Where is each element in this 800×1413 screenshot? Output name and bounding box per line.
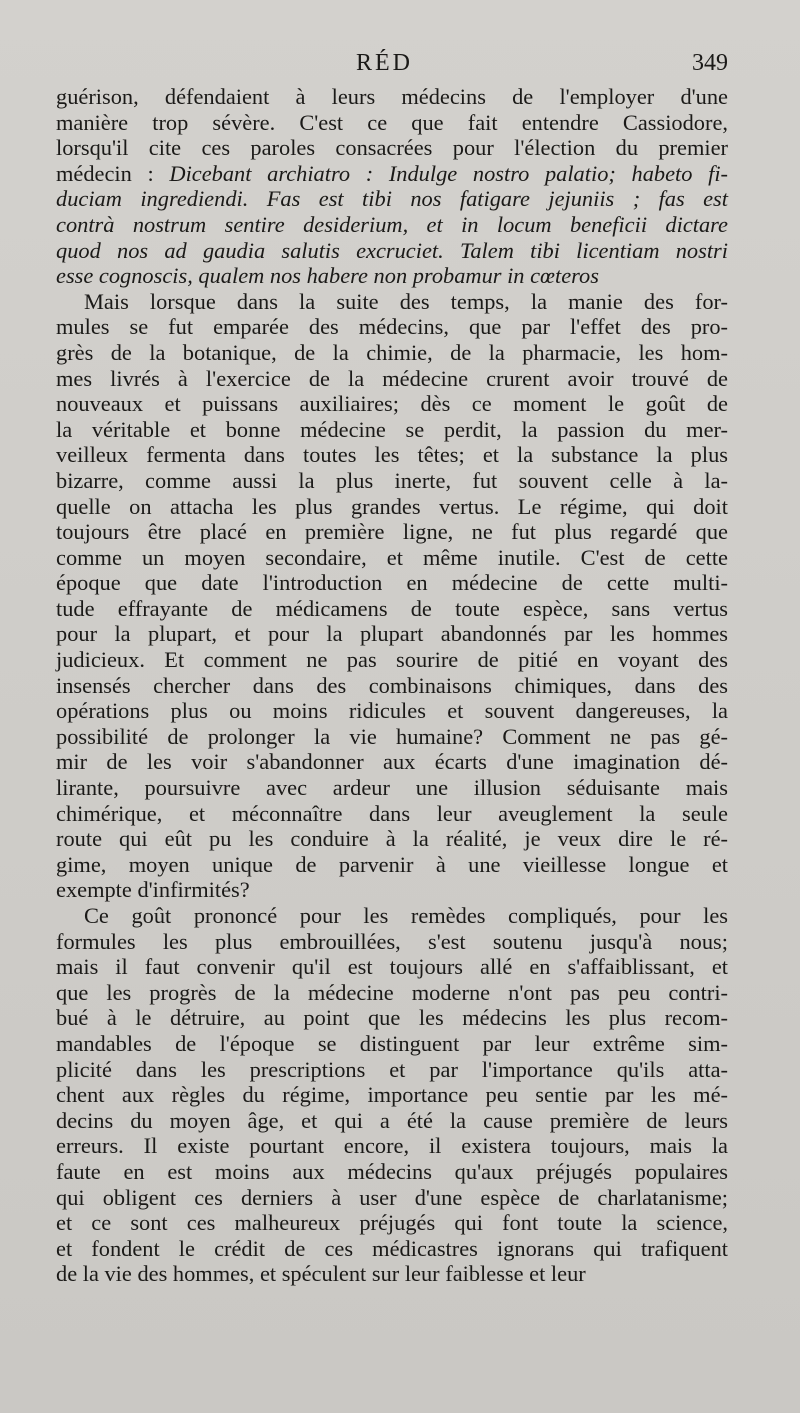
text-line: mules se fut emparée des médecins, que par l'effet des pro- (56, 314, 728, 340)
text-line: tude effrayante de médicamens de toute espèce, sans vertus (56, 595, 728, 621)
text-line: comme un moyen secondaire, et même inutile. C'est de cette (56, 544, 728, 570)
text-line: mes livrés à l'exercice de la médecine crurent avoir trouvé de (56, 365, 728, 391)
text-line: veilleux fermenta dans toutes les têtes; et la substance la plus (56, 442, 728, 468)
text-line: Mais lorsque dans la suite des temps, la manie des for- (84, 288, 728, 314)
text-line: médecin : Dicebant archiatro : Indulge nostro palatio; habeto fi- (56, 160, 728, 186)
text-line: chimérique, et méconnaître dans leur aveuglement la seule (56, 800, 728, 826)
text-line: decins du moyen âge, et qui a été la cause première de leurs (56, 1107, 728, 1133)
text-line: que les progrès de la médecine moderne n'ont pas peu contri- (56, 979, 728, 1005)
text-line: route qui eût pu les conduire à la réalité, je veux dire le ré- (56, 826, 728, 852)
running-head: RÉD (356, 50, 413, 76)
text-line: et ce sont ces malheureux préjugés qui font toute la science, (56, 1210, 728, 1236)
text-line: erreurs. Il existe pourtant encore, il existera toujours, mais la (56, 1133, 728, 1159)
text-line: lorsqu'il cite ces paroles consacrées pour l'élection du premier (56, 135, 728, 161)
text-line: pour la plupart, et pour la plupart abandonnés par les hommes (56, 621, 728, 647)
text-line: qui obligent ces derniers à user d'une espèce de charlatanisme; (56, 1184, 728, 1210)
text-line: faute en est moins aux médecins qu'aux préjugés populaires (56, 1158, 728, 1184)
text-line: gime, moyen unique de parvenir à une vieillesse longue et (56, 851, 728, 877)
text-line: plicité dans les prescriptions et par l'importance qu'ils atta- (56, 1056, 728, 1082)
text-line: la véritable et bonne médecine se perdit, la passion du mer- (56, 416, 728, 442)
text-line: esse cognoscis, qualem nos habere non probamur in cœteros (56, 263, 599, 289)
text-line: insensés chercher dans des combinaisons chimiques, dans des (56, 672, 728, 698)
text-line: mandables de l'époque se distinguent par leur extrême sim- (56, 1030, 728, 1056)
text-line: contrà nostrum sentire desiderium, et in locum beneficii dictare (56, 211, 728, 237)
text-line: chent aux règles du régime, importance peu sentie par les mé- (56, 1082, 728, 1108)
text-line: mir de les voir s'abandonner aux écarts d'une imagination dé- (56, 749, 728, 775)
text-line: toujours être placé en première ligne, ne fut plus regardé que (56, 519, 728, 545)
text-line: exempte d'infirmités? (56, 877, 250, 903)
paragraph (56, 289, 728, 903)
text-line: formules les plus embrouillées, s'est soutenu jusqu'à nous; (56, 928, 728, 954)
text-line: judicieux. Et comment ne pas sourire de pitié en voyant des (56, 647, 728, 673)
text-line: quod nos ad gaudia salutis excruciet. Talem tibi licentiam nostri (56, 237, 728, 263)
paragraph (56, 903, 728, 1287)
text-line: Ce goût prononcé pour les remèdes compliqués, pour les (84, 903, 728, 928)
text-line: quelle on attacha les plus grandes vertus. Le régime, qui doit (56, 493, 728, 519)
page-header (56, 50, 728, 80)
text-line: opérations plus ou moins ridicules et souvent dangereuses, la (56, 698, 728, 724)
text-line: bizarre, comme aussi la plus inerte, fut souvent celle à la- (56, 467, 728, 493)
text-line: duciam ingrediendi. Fas est tibi nos fatigare jejuniis ; fas est (56, 186, 728, 212)
text-line: mais il faut convenir qu'il est toujours allé en s'affaiblissant, et (56, 954, 728, 980)
text-line: guérison, défendaient à leurs médecins de l'employer d'une (56, 84, 728, 109)
text-line: lirante, poursuivre avec ardeur une illusion séduisante mais (56, 775, 728, 801)
text-line: de la vie des hommes, et spéculent sur leur faiblesse et leur (56, 1261, 586, 1287)
text-line: époque que date l'introduction en médecine de cette multi- (56, 570, 728, 596)
paragraph (56, 84, 728, 289)
body-text (56, 84, 728, 1287)
text-line: bué à le détruire, au point que les médecins les plus recom- (56, 1005, 728, 1031)
text-line: manière trop sévère. C'est ce que fait entendre Cassiodore, (56, 109, 728, 135)
text-line: grès de la botanique, de la chimie, de la pharmacie, les hom- (56, 339, 728, 365)
page-number: 349 (692, 50, 728, 76)
text-line: et fondent le crédit de ces médicastres ignorans qui trafiquent (56, 1235, 728, 1261)
text-line: possibilité de prolonger la vie humaine? Comment ne pas gé- (56, 723, 728, 749)
text-line: nouveaux et puissans auxiliaires; dès ce moment le goût de (56, 391, 728, 417)
